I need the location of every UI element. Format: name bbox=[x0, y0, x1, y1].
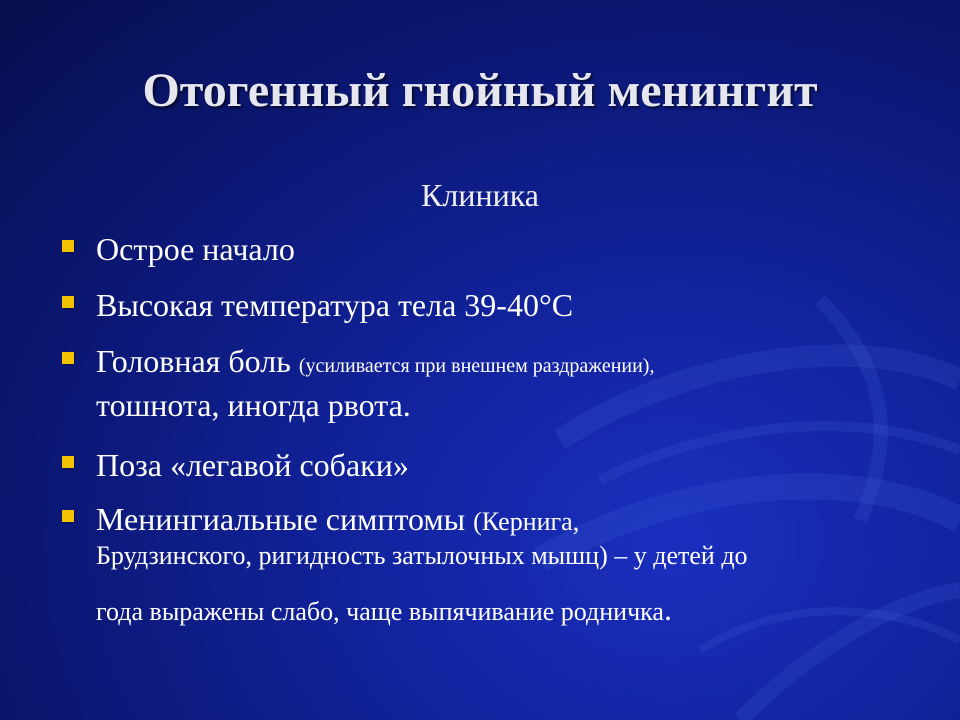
bullet-continuation: тошнота, иногда рвота. bbox=[96, 387, 411, 424]
bullet-item-posture bbox=[60, 446, 920, 500]
bullet-text: Менингиальные симптомы bbox=[96, 501, 474, 537]
bullet-marker-icon bbox=[62, 240, 74, 252]
bullet-marker-icon bbox=[62, 296, 74, 308]
bullet-marker-icon bbox=[62, 352, 74, 364]
bullet-item-headache bbox=[60, 342, 920, 446]
bullet-text: Поза «легавой собаки» bbox=[96, 447, 409, 483]
bullet-marker-icon bbox=[62, 510, 74, 522]
bullet-list bbox=[60, 230, 920, 628]
bullet-item-acute-onset bbox=[60, 230, 920, 286]
bullet-text: Острое начало bbox=[96, 231, 295, 267]
bullet-continuation: года выражены слабо, чаще выпячивание родничка bbox=[96, 596, 664, 626]
bullet-text: Головная боль bbox=[96, 343, 299, 379]
slide-title: Отогенный гнойный менингит bbox=[142, 64, 818, 117]
bullet-end-period: . bbox=[663, 590, 672, 627]
bullet-marker-icon bbox=[62, 456, 74, 468]
bullet-continuation: Брудзинского, ригидность затылочных мышц) – у детей до bbox=[96, 541, 748, 571]
slide-subtitle: Клиника bbox=[421, 177, 539, 213]
bullet-note: (Кернига, bbox=[473, 507, 580, 536]
bullet-text: Высокая температура тела 39-40°С bbox=[96, 287, 574, 323]
bullet-item-meningeal-signs bbox=[60, 500, 920, 628]
bullet-note: (усиливается при внешнем раздражении), bbox=[298, 355, 655, 377]
bullet-item-fever bbox=[60, 286, 920, 342]
